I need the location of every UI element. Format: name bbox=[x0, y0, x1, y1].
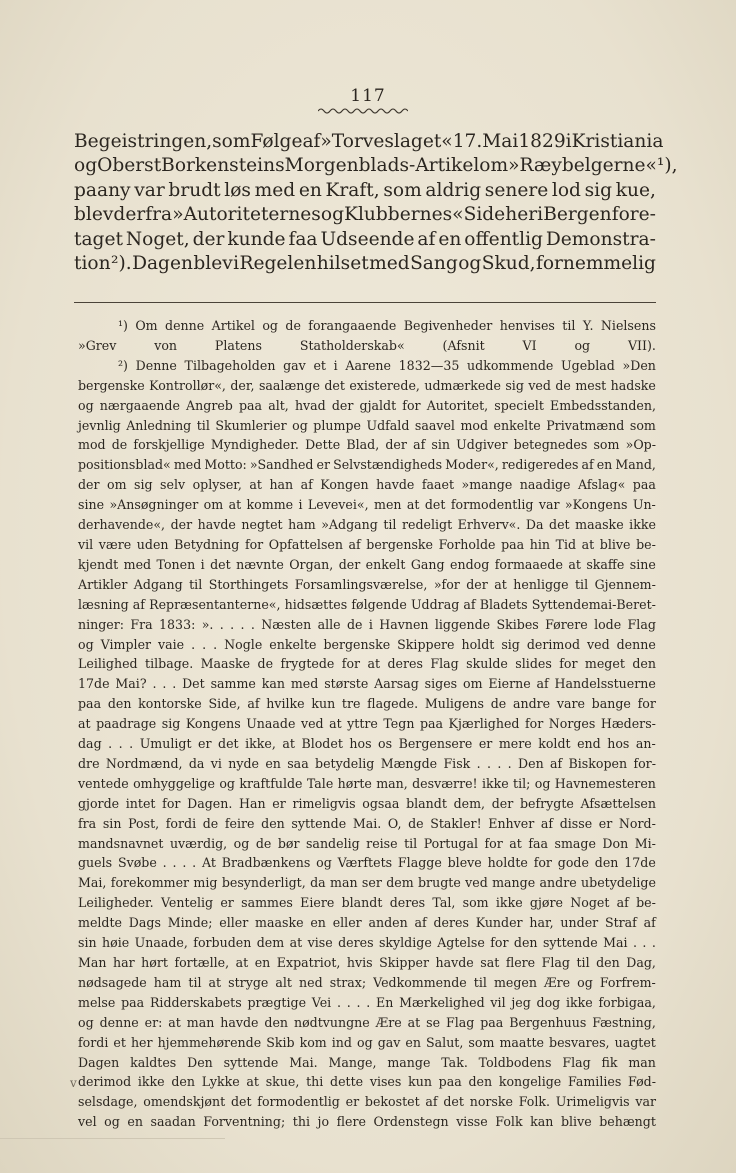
footnote-line: fra sin Post, fordi de feire den syttende Mai. O, de Stakler! Enhver af disse er Nord- bbox=[78, 815, 656, 831]
body-line: blev der fra »Autoriteternes og Klubbernes« Side her i Bergen fore- bbox=[74, 204, 656, 226]
footnote-line: dag . . . Umuligt er det ikke, at Blodet hos os Bergensere er mere koldt end hos an- bbox=[78, 736, 656, 752]
footnote-line: 17de Mai? . . . Det samme kan med største Aarsag siges om Eierne af Handelsstuerne bbox=[78, 676, 656, 692]
body-line: taget Noget, der kunde faa Udseende af en offentlig Demonstra- bbox=[74, 228, 656, 250]
footnote-line: og denne er: at man havde den nødtvungne Ære at se Flag paa Bergenhuus Fæstning, bbox=[78, 1014, 656, 1030]
footnote-line: vil være uden Betydning for Opfattelsen af bergenske Forholde paa hin Tid at blive be- bbox=[78, 536, 656, 552]
footnote-line: jevnlig Anledning til Skumlerier og plumpe Udfald saavel mod enkelte Privatmænd som bbox=[78, 417, 656, 433]
footnote-line: meldte Dags Minde; eller maaske en eller anden af deres Kunder har, under Straf af bbox=[78, 915, 656, 931]
footnote-line: vel og en saadan Forventning; thi jo flere Ordenstegn visse Folk kan blive behængt bbox=[78, 1114, 656, 1130]
footnote-line: ²) Denne Tilbageholden gav et i Aarene 1832—35 udkommende Ugeblad »Den bbox=[118, 357, 656, 373]
signature-mark: v bbox=[70, 1076, 77, 1090]
footnote-line: nødsagede ham til at stryge alt ned strax; Vedkommende til megen Ære og Forfrem- bbox=[78, 974, 656, 990]
body-text bbox=[74, 130, 678, 276]
footnote-line: »Grev von Platens Statholderskab« (Afsnit VI og VII). bbox=[78, 337, 656, 353]
footnote-line: at paadrage sig Kongens Unaade ved at yttre Tegn paa Kjærlighed for Norges Hæders- bbox=[78, 716, 656, 732]
footnote-line: ninger: Fra 1833: ». . . . . Næsten alle de i Havnen liggende Skibes Førere lode Flag bbox=[78, 616, 656, 632]
footnote-line: der om sig selv oplyser, at han af Kongen havde faaet »mange naadige Afslag« paa bbox=[78, 477, 656, 493]
footnote-line: Leilighed tilbage. Maaske de frygtede for at deres Flag skulde slides for meget den bbox=[78, 656, 656, 672]
footnote-line: positionsblad« med Motto: »Sandhed er Selvstændigheds Moder«, redigeredes af en Mand, bbox=[78, 457, 656, 473]
footnote-line: kjendt med Tonen i det nævnte Organ, der enkelt Gang endog formaaede at skaffe sine bbox=[78, 556, 656, 572]
footnote-line: dre Nordmænd, da vi nyde en saa betydelig Mængde Fisk . . . . Den af Biskopen for- bbox=[78, 755, 656, 771]
page-number: 117 bbox=[350, 86, 386, 106]
footnote-line: bergenske Kontrollør«, der, saalænge det existerede, udmærkede sig ved de mest hadske bbox=[78, 377, 656, 393]
footnote-line: gjorde intet for Dagen. Han er rimeligvis ogsaa blandt dem, der befrygte Afsættelsen bbox=[78, 795, 656, 811]
footnote-line: fordi et her hjemmehørende Skib kom ind og gav en Salut, som maatte besvares, uagtet bbox=[78, 1034, 656, 1050]
footnote-line: og nærgaaende Angreb paa alt, hvad der gjaldt for Autoritet, specielt Embedsstanden, bbox=[78, 397, 656, 413]
footnote-line: derhavende«, der havde negtet ham »Adgang til redeligt Erhverv«. Da det maaske ikke bbox=[78, 517, 656, 533]
page-edge-line bbox=[0, 1138, 225, 1139]
footnote-line: ventede omhyggelige og kraftfulde Tale hørte man, desværre! ikke til; og Havnemesteren bbox=[78, 775, 656, 791]
body-line: paany var brudt løs med en Kraft, som aldrig senere lod sig kue, bbox=[74, 179, 656, 201]
footnote-line: Man har hørt fortælle, at en Expatriot, hvis Skipper havde sat flere Flag til den Dag, bbox=[78, 955, 656, 970]
footnote-line: selsdage, omendskjønt det formodentlig er bekostet af det norske Folk. Urimeligvis var bbox=[78, 1094, 656, 1110]
footnote-line: Mai, forekommer mig besynderligt, da man ser dem brugte ved mange andre ubetydelige bbox=[78, 875, 656, 891]
body-line: tion ²). Dagen blev i Regelen hilset med Sang og Skud, fornemmelig bbox=[74, 253, 656, 275]
footnote-line: guels Svøbe . . . . At Bradbænkens og Værftets Flagge bleve holdte for gode den 17de bbox=[78, 855, 656, 871]
footnote-line: og Vimpler vaie . . . Nogle enkelte bergenske Skippere holdt sig derimod ved denne bbox=[78, 636, 656, 652]
footnote-line: Dagen kaldtes Den syttende Mai. Mange, mange Tak. Toldbodens Flag fik man bbox=[78, 1054, 656, 1070]
footnote-line: sin høie Unaade, forbuden dem at vise deres skyldige Agtelse for den syttende Mai . . . bbox=[78, 935, 656, 951]
footnote-line: læsning af Repræsentanterne«, hidsættes følgende Uddrag af Bladets Syttendemai-Beret- bbox=[78, 596, 656, 612]
footnote-line: ¹) Om denne Artikel og de forangaaende Begivenheder henvises til Y. Nielsens bbox=[118, 318, 656, 333]
body-line: Begeistringen, som Følge af »Torveslaget« 17. Mai 1829 i Kristiania bbox=[74, 131, 664, 152]
footnotes bbox=[78, 316, 656, 1132]
wave-ornament-icon bbox=[318, 106, 408, 116]
footnote-line: melse paa Ridderskabets prægtige Vei . . . . En Mærkelighed vil jeg dog ikke forbigaa, bbox=[78, 994, 656, 1010]
footnote-line: sine »Ansøgninger om at komme i Levevei«, men at det formodentlig var »Kongens Un- bbox=[78, 497, 656, 513]
footnote-line: mod de forskjellige Myndigheder. Dette Blad, der af sin Udgiver betegnedes som »Op- bbox=[78, 437, 656, 453]
footnote-line: Artikler Adgang til Storthingets Forsamlingsværelse, »for der at henligge til Gjennem- bbox=[78, 576, 656, 592]
footnote-line: Leiligheder. Ventelig er sammes Eiere blandt deres Tal, som ikke gjøre Noget af be- bbox=[78, 895, 656, 911]
footnote-line: derimod ikke den Lykke at skue, thi dette vises kun paa den kongelige Families Fød- bbox=[78, 1074, 656, 1090]
footnote-divider bbox=[74, 302, 656, 303]
footnote-line: paa den kontorske Side, af hvilke kun tre flagede. Muligens de andre vare bange for bbox=[78, 696, 656, 712]
body-line: og Oberst Borkensteins Morgenblads-Artikel om »Ræybelgerne« ¹), bbox=[74, 155, 678, 177]
footnote-line: mandsnavnet uværdig, og de bør sandelig reise til Portugal for at faa smage Don Mi- bbox=[78, 835, 656, 851]
